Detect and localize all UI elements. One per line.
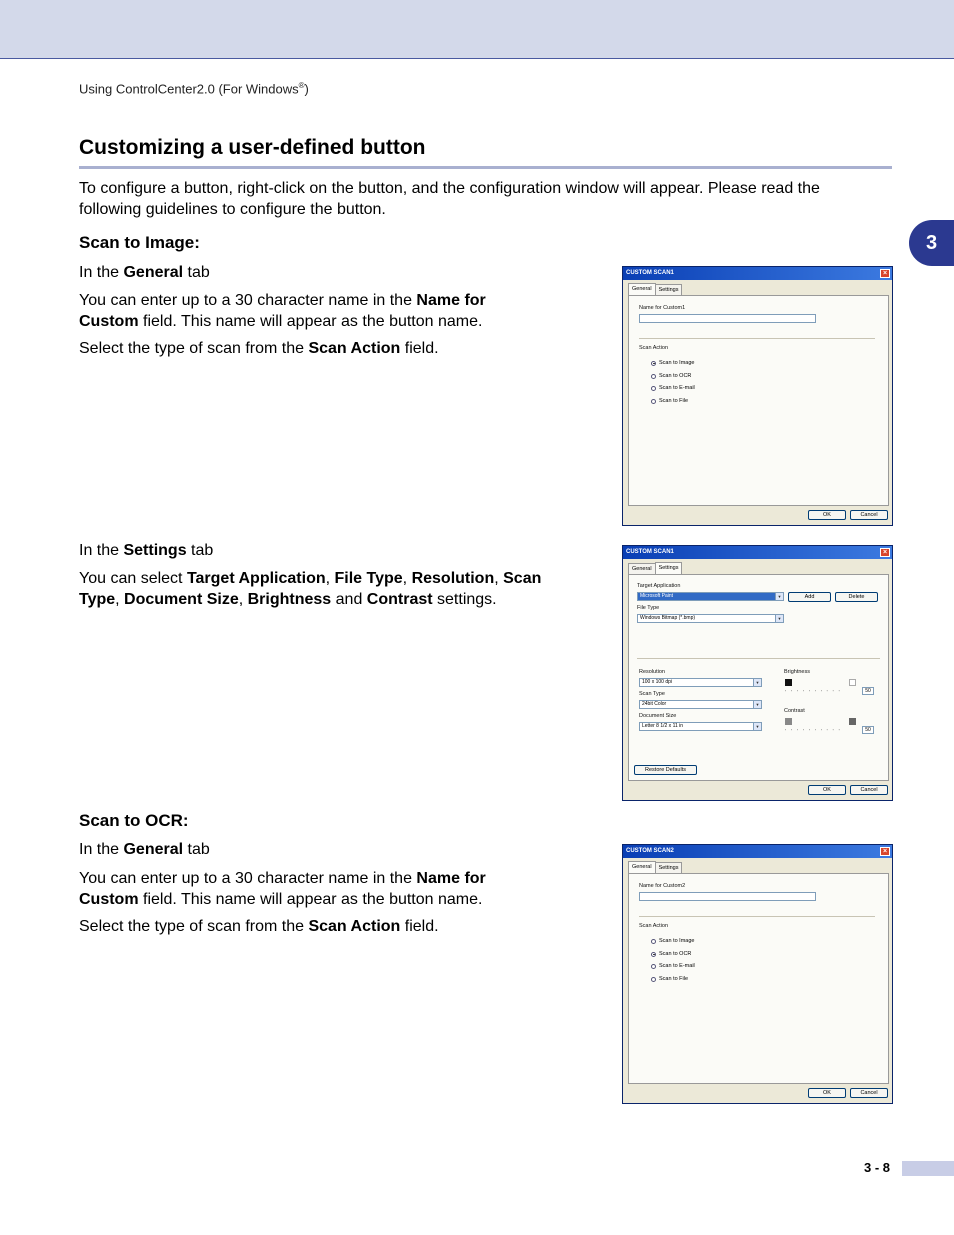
contrast-label: Contrast [784, 708, 805, 714]
radio-scan-to-email[interactable]: Scan to E-mail [651, 963, 695, 969]
contrast-value[interactable]: 50 [862, 726, 874, 734]
scan-to-ocr-heading: Scan to OCR: [79, 811, 189, 830]
file-type-label: File Type [637, 605, 660, 611]
resolution-label: Resolution [639, 669, 665, 675]
settings-tab-line: In the Settings tab [79, 542, 214, 559]
separator [639, 338, 875, 339]
chevron-down-icon: ▼ [775, 593, 783, 600]
custom-scan1-settings-dialog [622, 545, 893, 801]
tab-settings[interactable]: Settings [655, 562, 683, 575]
custom-scan2-general-dialog [622, 844, 893, 1104]
general-tab-line: In the General tab [79, 264, 210, 281]
section-title: Customizing a user-defined button [79, 136, 426, 159]
delete-button[interactable]: Delete [835, 592, 878, 602]
tab-strip [628, 563, 681, 574]
close-icon[interactable]: × [880, 548, 890, 557]
add-button[interactable]: Add [788, 592, 831, 602]
brightness-slider[interactable]: '''''''''' [785, 690, 845, 696]
chevron-down-icon: ▼ [753, 723, 761, 730]
name-for-custom-input[interactable] [639, 314, 816, 323]
name-for-custom-input[interactable] [639, 892, 816, 901]
brightness-value[interactable]: 50 [862, 687, 874, 695]
tab-general[interactable]: General [628, 283, 656, 296]
target-application-label: Target Application [637, 583, 681, 589]
ok-button[interactable]: OK [808, 510, 846, 520]
tab-panel [628, 295, 889, 506]
target-application-select[interactable]: Microsoft Paint ▼ [637, 592, 784, 601]
chevron-down-icon: ▼ [775, 615, 783, 622]
tab-general[interactable]: General [628, 861, 656, 874]
separator [639, 916, 875, 917]
tab-settings[interactable]: Settings [655, 284, 683, 296]
document-size-select[interactable]: Letter 8 1/2 x 11 in ▼ [639, 722, 762, 731]
close-icon[interactable]: × [880, 847, 890, 856]
ocr-name-paragraph: You can enter up to a 30 character name in the Name for Custom field. This name will appear as the button name. [79, 870, 486, 908]
radio-scan-to-email[interactable]: Scan to E-mail [651, 385, 695, 391]
tab-strip [628, 862, 681, 873]
ok-button[interactable]: OK [808, 785, 846, 795]
dark-swatch-icon [785, 679, 792, 686]
chapter-tab: 3 [909, 220, 954, 266]
restore-defaults-button[interactable]: Restore Defaults [634, 765, 697, 775]
ok-button[interactable]: OK [808, 1088, 846, 1098]
dialog-title: CUSTOM SCAN1 × [623, 546, 892, 559]
brightness-label: Brightness [784, 669, 810, 675]
radio-scan-to-image[interactable]: Scan to Image [651, 360, 694, 366]
tab-panel [628, 873, 889, 1084]
dialog-title: CUSTOM SCAN2 × [623, 845, 892, 858]
custom-scan1-general-dialog [622, 266, 893, 526]
cancel-button[interactable]: Cancel [850, 1088, 888, 1098]
dialog-title: CUSTOM SCAN1 × [623, 267, 892, 280]
radio-scan-to-ocr[interactable]: Scan to OCR [651, 373, 691, 379]
contrast-slider[interactable]: '''''''''' [785, 729, 845, 735]
chevron-down-icon: ▼ [753, 701, 761, 708]
tab-general[interactable]: General [628, 563, 656, 575]
light-swatch-icon [849, 679, 856, 686]
cancel-button[interactable]: Cancel [850, 785, 888, 795]
settings-paragraph: You can select Target Application, File Type, Resolution, Scan Type, Document Size, Brightness and Contrast settings. [79, 570, 542, 608]
tab-settings[interactable]: Settings [655, 862, 683, 874]
low-contrast-icon [785, 718, 792, 725]
scan-action-paragraph: Select the type of scan from the Scan Action field. [79, 340, 439, 357]
scan-action-label: Scan Action [639, 345, 669, 351]
scan-type-label: Scan Type [639, 691, 665, 697]
name-for-custom-label: Name for Custom1 [639, 305, 686, 311]
cancel-button[interactable]: Cancel [850, 510, 888, 520]
file-type-select[interactable]: Windows Bitmap (*.bmp) ▼ [637, 614, 784, 623]
tab-panel [628, 574, 889, 781]
ocr-general-tab-line: In the General tab [79, 841, 210, 858]
name-for-custom-label: Name for Custom2 [639, 883, 686, 889]
document-size-label: Document Size [639, 713, 677, 719]
title-rule [79, 166, 892, 169]
radio-scan-to-file[interactable]: Scan to File [651, 976, 688, 982]
radio-scan-to-file[interactable]: Scan to File [651, 398, 688, 404]
high-contrast-icon [849, 718, 856, 725]
name-paragraph: You can enter up to a 30 character name in the Name for Custom field. This name will appear as the button name. [79, 292, 486, 330]
scan-to-image-heading: Scan to Image: [79, 233, 200, 252]
separator [637, 658, 880, 659]
footer-bar [902, 1161, 954, 1176]
scan-action-label: Scan Action [639, 923, 669, 929]
resolution-select[interactable]: 100 x 100 dpi ▼ [639, 678, 762, 687]
scan-type-select[interactable]: 24bit Color ▼ [639, 700, 762, 709]
running-title: Using ControlCenter2.0 (For Windows®) [79, 81, 309, 97]
header-band [0, 0, 954, 59]
intro-paragraph: To configure a button, right-click on the button, and the configuration window will appear. Please read the following guidelines to configure the button. [79, 180, 820, 218]
tab-strip [628, 284, 681, 295]
radio-scan-to-image[interactable]: Scan to Image [651, 938, 694, 944]
close-icon[interactable]: × [880, 269, 890, 278]
chevron-down-icon: ▼ [753, 679, 761, 686]
radio-scan-to-ocr[interactable]: Scan to OCR [651, 951, 691, 957]
page-number: 3 - 8 [864, 1160, 891, 1175]
ocr-scan-action-paragraph: Select the type of scan from the Scan Action field. [79, 918, 439, 935]
